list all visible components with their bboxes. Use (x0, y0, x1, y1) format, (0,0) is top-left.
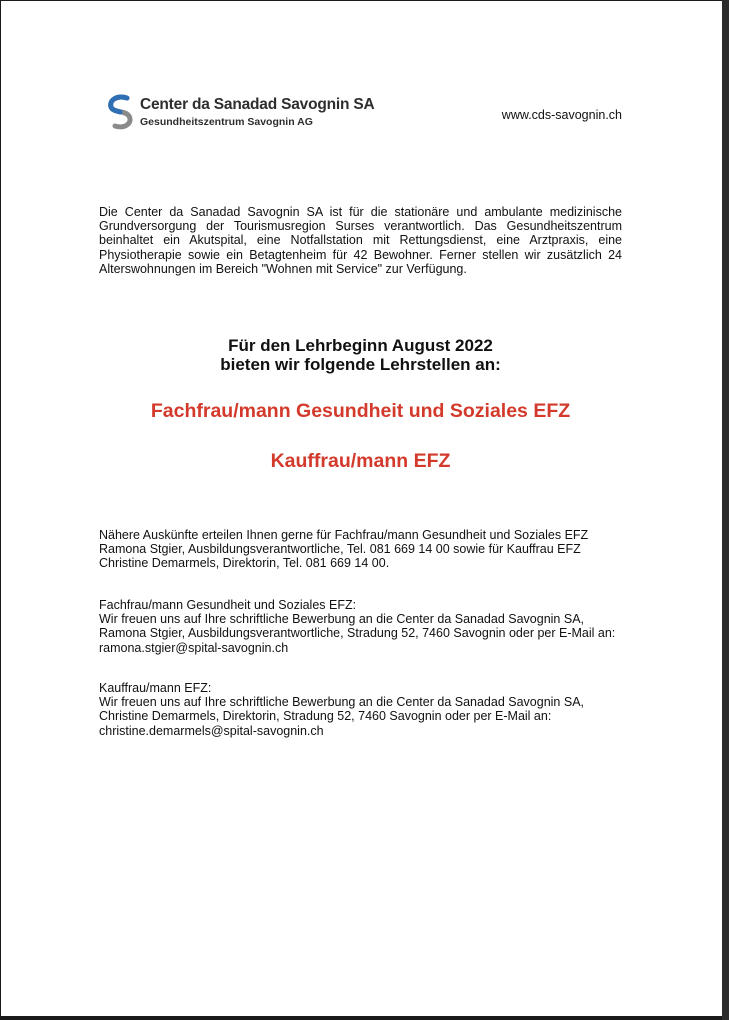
document-page (1, 1, 722, 1016)
info-line: Christine Demarmels, Direktorin, Tel. 081 669 14 00. (99, 556, 390, 571)
organization-name: Center da Sanadad Savognin SA (140, 96, 375, 113)
application-fage-line: Ramona Stgier, Ausbildungsverantwortliche, Stradung 52, 7460 Savognin oder per E-Mail an: (99, 626, 616, 641)
letterhead (105, 94, 625, 134)
application-fage-paragraph (99, 598, 639, 655)
intro-paragraph: Die Center da Sanadad Savognin SA ist für die stationäre und ambulante medizinische Grundversorgung der Tourismusregion Surses verantwortlich. Das Gesundheitszentrum beinhaltet ein Akutspital, eine Notfallstation mit Rettungsdienst, eine Arztpraxis, eine Physiotherapie sowie ein Betagtenheim für 42 Bewohner. Ferner stellen wir zusätzlich 24 Alterswohnungen im Bereich "Wohnen mit Service" zur Verfügung. (99, 205, 622, 276)
headline-line-2: bieten wir folgende Lehrstellen an: (220, 355, 501, 374)
position-fage: Fachfrau/mann Gesundheit und Soziales EFZ (150, 400, 571, 422)
application-kv-title: Kauffrau/mann EFZ: (99, 681, 212, 695)
application-fage-title: Fachfrau/mann Gesundheit und Soziales EFZ: (99, 598, 357, 612)
headline (99, 336, 622, 374)
application-kv-line: Christine Demarmels, Direktorin, Stradung 52, 7460 Savognin oder per E-Mail an: (99, 709, 552, 724)
viewer-shadow (722, 0, 729, 1020)
application-kv-email[interactable]: christine.demarmels@spital-savognin.ch (99, 723, 324, 738)
info-line: Ramona Stgier, Ausbildungsverantwortliche, Tel. 081 669 14 00 sowie für Kauffrau EFZ (99, 542, 581, 557)
organization-subtitle: Gesundheitszentrum Savognin AG (140, 116, 313, 128)
position-kv: Kauffrau/mann EFZ (270, 450, 451, 472)
website-url[interactable]: www.cds-savognin.ch (501, 108, 622, 122)
application-kv-paragraph (99, 681, 639, 738)
application-fage-line: Wir freuen uns auf Ihre schriftliche Bewerbung an die Center da Sanadad Savognin SA, (99, 612, 585, 627)
info-line: Nähere Auskünfte erteilen Ihnen gerne für Fachfrau/mann Gesundheit und Soziales EFZ (99, 528, 589, 542)
info-paragraph (99, 528, 639, 571)
application-kv-line: Wir freuen uns auf Ihre schriftliche Bewerbung an die Center da Sanadad Savognin SA, (99, 695, 585, 710)
headline-line-1: Für den Lehrbeginn August 2022 (228, 336, 493, 355)
application-fage-email[interactable]: ramona.stgier@spital-savognin.ch (99, 640, 289, 655)
cds-logo-icon (105, 94, 137, 130)
